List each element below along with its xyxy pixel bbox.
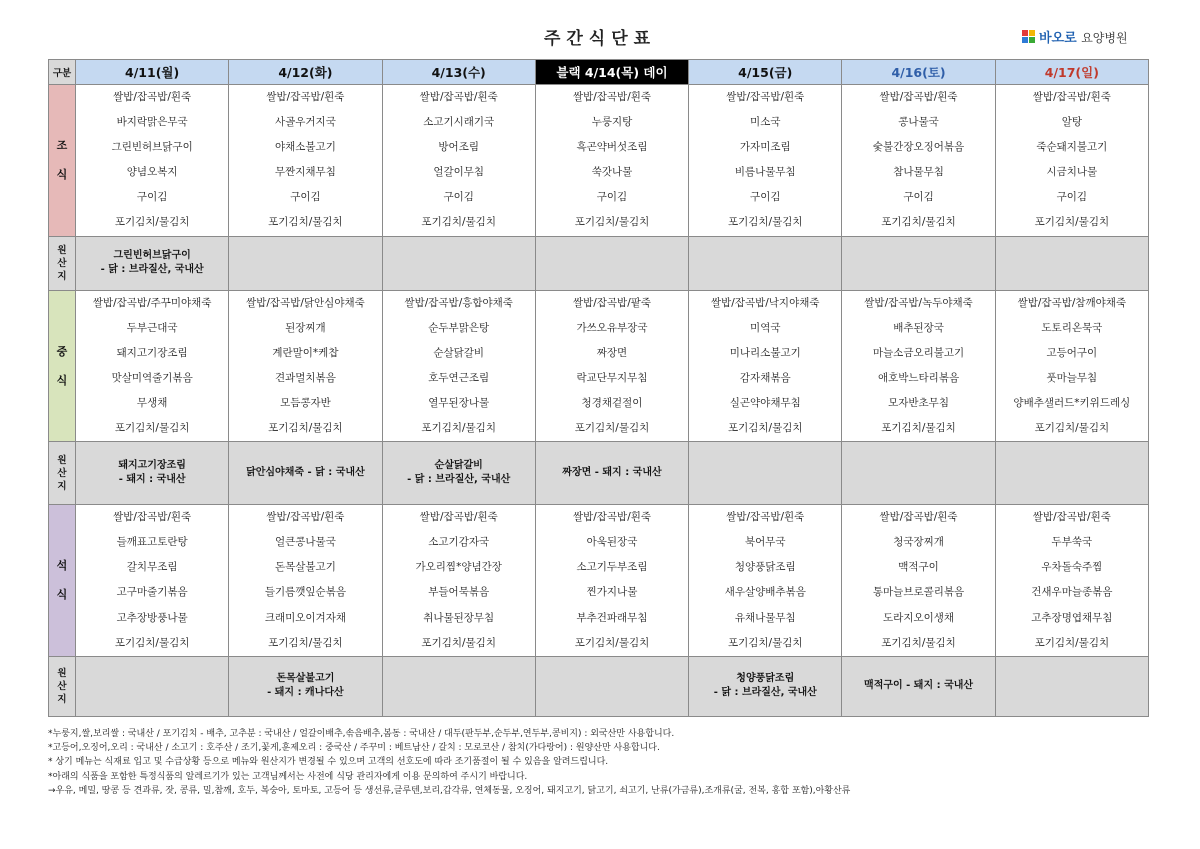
origin-cell	[76, 236, 229, 290]
meal-cell	[842, 505, 995, 657]
menu-item: 짜장면	[596, 346, 628, 359]
menu-item: 그린빈허브닭구이	[111, 141, 193, 154]
day-header: 4/15(금)	[689, 60, 842, 85]
menu-item: 포기김치/물김치	[1034, 636, 1110, 649]
menu-item: 부추건파래무침	[576, 611, 648, 624]
menu-item: 된장찌개	[285, 321, 326, 334]
origin-cell	[689, 442, 842, 505]
menu-item: 무생채	[136, 396, 168, 409]
origin-line: 순살닭갈비	[434, 460, 483, 472]
menu-item: 유채나물무침	[734, 611, 796, 624]
menu-item: 콩나물국	[898, 116, 939, 129]
menu-item: 쌀밥/잡곡밥/팥죽	[572, 296, 652, 309]
menu-item: 포기김치/물김치	[114, 422, 190, 435]
menu-item: 쌀밥/잡곡밥/주꾸미야채죽	[92, 296, 212, 309]
breakfast-origin-row	[49, 236, 1149, 290]
origin-cell	[229, 442, 382, 505]
menu-item: 구이김	[136, 191, 168, 204]
menu-item: 순살닭갈비	[433, 346, 485, 359]
menu-item: 포기김치/물김치	[727, 216, 803, 229]
menu-item: 건새우마늘종볶음	[1031, 586, 1113, 599]
day-header: 4/11(월)	[76, 60, 229, 85]
menu-item: 구이김	[443, 191, 474, 204]
origin-cell	[842, 442, 995, 505]
origin-label: 원 산 지	[49, 442, 76, 505]
origin-label: 원 산 지	[49, 656, 76, 716]
menu-item: 우차돌숙주찜	[1041, 561, 1103, 574]
menu-item: 야채소불고기	[274, 141, 336, 154]
menu-item: 구이김	[750, 191, 781, 204]
menu-item: 쌀밥/잡곡밥/녹두야채죽	[864, 296, 973, 309]
menu-item: 포기김치/물김치	[268, 422, 343, 435]
menu-item: 애호박느타리볶음	[877, 371, 960, 384]
menu-item: 북어무국	[744, 536, 786, 549]
footnote: *아래의 식품을 포함한 특정식품의 알레르기가 있는 고객님께서는 사전에 식당 관리자에게 이용 문의하여 주시기 바랍니다.	[48, 771, 528, 782]
logo-mark-icon	[1022, 30, 1036, 43]
menu-item: 쌀밥/잡곡밥/흰죽	[266, 91, 345, 103]
menu-item: 구이김	[1056, 191, 1088, 204]
menu-item: 무짠지채무침	[274, 166, 336, 179]
menu-item: 들깨표고토란탕	[116, 536, 188, 549]
meal-cell	[689, 85, 842, 237]
footnotes	[48, 727, 850, 798]
menu-item: 청국장찌개	[893, 536, 944, 549]
lunch-row	[49, 290, 1149, 442]
origin-line: 청양풍닭조림	[736, 673, 795, 685]
menu-item: 청경채겉절이	[581, 396, 643, 409]
menu-item: 포기김치/물김치	[574, 636, 650, 649]
menu-item: 포기김치/물김치	[574, 216, 650, 229]
menu-item: 시금치나물	[1046, 166, 1098, 179]
menu-item: 고추장방풍나물	[116, 611, 188, 624]
menu-item: 포기김치/물김치	[574, 422, 650, 435]
menu-item: 부들어묵볶음	[428, 586, 490, 599]
menu-item: 쌀밥/잡곡밥/흰죽	[726, 91, 805, 103]
origin-line: 닭안심야채죽 - 닭 : 국내산	[246, 467, 365, 479]
meal-cell	[76, 290, 229, 442]
origin-line: - 닭 : 브라질산, 국내산	[100, 264, 204, 276]
page-title: 주간식단표	[543, 29, 657, 49]
menu-item: 두부쑥국	[1051, 536, 1093, 549]
menu-item: 소고기시래기국	[423, 116, 495, 129]
origin-line: 돈목살불고기	[276, 673, 335, 685]
menu-item: 락교단무지무침	[576, 371, 648, 384]
menu-item: 미소국	[750, 116, 781, 129]
origin-line: - 돼지 : 캐나다산	[267, 687, 344, 699]
meal-cell	[229, 505, 382, 657]
origin-cell	[995, 656, 1148, 716]
menu-item: 가자미조림	[739, 141, 791, 154]
menu-item: 포기김치/물김치	[114, 636, 190, 649]
menu-item: 쌀밥/잡곡밥/흰죽	[266, 511, 345, 524]
menu-item: 포기김치/물김치	[1034, 216, 1110, 229]
menu-item: 쌀밥/잡곡밥/흰죽	[572, 511, 652, 524]
meal-cell	[995, 85, 1148, 237]
weekly-menu-table	[48, 59, 1149, 717]
menu-item: 얼갈이무침	[433, 166, 485, 179]
menu-item: 포기김치/물김치	[727, 422, 803, 435]
origin-cell	[535, 442, 688, 505]
meal-cell	[995, 505, 1148, 657]
menu-item: 양념오복지	[126, 166, 178, 179]
menu-item: 쌀밥/잡곡밥/참깨야채죽	[1017, 296, 1127, 309]
menu-item: 포기김치/물김치	[268, 636, 343, 649]
footnote: * 상기 메뉴는 식재료 입고 및 수급상황 등으로 메뉴와 원산지가 변경될 수 있으며 고객의 선호도에 따라 조기품절이 될 수 있음을 알려드립니다.	[48, 757, 609, 768]
origin-cell	[995, 236, 1148, 290]
menu-item: 누룽지탕	[591, 116, 633, 129]
origin-line: - 닭 : 브라질산, 국내산	[407, 474, 511, 486]
origin-line: 그린빈허브닭구이	[113, 250, 191, 262]
menu-item: 포기김치/물김치	[881, 422, 956, 435]
menu-item: 쌀밥/잡곡밥/흰죽	[726, 511, 805, 524]
menu-item: 쌀밥/잡곡밥/흰죽	[113, 91, 192, 103]
menu-item: 구이김	[596, 191, 628, 204]
logo-brand: 바오로	[1039, 31, 1077, 46]
menu-item: 포기김치/물김치	[268, 216, 343, 229]
hospital-logo	[1022, 28, 1132, 50]
origin-cell	[535, 656, 688, 716]
menu-item: 열무된장나물	[428, 396, 490, 409]
menu-item: 계란말이*케찹	[272, 346, 339, 359]
menu-item: 감자채볶음	[739, 371, 791, 384]
origin-cell	[535, 236, 688, 290]
origin-cell	[689, 656, 842, 716]
menu-item: 맛살미역줄기볶음	[111, 371, 193, 384]
menu-item: 실곤약야채무침	[729, 396, 801, 409]
menu-item: 바지락맑은무국	[116, 116, 188, 129]
menu-item: 통마늘브로콜리볶음	[872, 586, 965, 599]
menu-item: 쌀밥/잡곡밥/흰죽	[1032, 511, 1111, 524]
menu-item: 견과멸치볶음	[274, 371, 336, 384]
day-header-sunday: 4/17(일)	[995, 60, 1148, 85]
menu-item: 들기름깻잎순볶음	[264, 586, 346, 599]
menu-item: 호두연근조림	[428, 371, 490, 384]
menu-item: 포기김치/물김치	[1034, 422, 1110, 435]
logo-suffix: 요양병원	[1081, 31, 1128, 45]
dinner-origin-row	[49, 656, 1149, 716]
origin-cell	[995, 442, 1148, 505]
menu-item: 모자반초무침	[888, 396, 949, 409]
menu-item: 숯불간장오징어볶음	[872, 141, 965, 154]
menu-item: 돈목살불고기	[274, 561, 336, 574]
origin-line: 짜장면 - 돼지 : 국내산	[562, 467, 662, 479]
footnote: *누룽지,쌀,보리쌀 : 국내산 / 포기김치 - 배추, 고추분 : 국내산 / 얼갈이배추,솎음배추,봄동 : 국내산 / 대두(판두부,순두부,연두부,콩비지) : 외국산만 사용합니다.	[48, 729, 675, 739]
menu-item: 쌀밥/잡곡밥/낙지야채죽	[711, 296, 820, 309]
menu-item: 포기김치/물김치	[421, 422, 496, 435]
meal-cell	[382, 505, 535, 657]
menu-item: 포기김치/물김치	[727, 636, 803, 649]
menu-item: 고등어구이	[1046, 346, 1098, 359]
day-header-saturday: 4/16(토)	[842, 60, 995, 85]
menu-item: 참나물무침	[893, 166, 944, 179]
origin-cell	[76, 442, 229, 505]
origin-line: - 닭 : 브라질산, 국내산	[713, 687, 817, 699]
origin-cell	[842, 236, 995, 290]
origin-cell	[842, 656, 995, 716]
menu-item: 소고기두부조림	[576, 561, 648, 574]
footnote: →우유, 메밀, 땅콩 등 견과류, 잣, 콩류, 밀,참깨, 호두, 복숭아, 토마토, 고등어 등 생선류,글루텐,보리,갑각류, 연체동물, 오징어, 돼지고기, 닭고기, 쇠고기, 난류(가금류),조개류(굴, 전복, 홍합 포함),아황산류	[48, 785, 851, 796]
menu-item: 청양풍닭조림	[734, 561, 796, 574]
dinner-label: 석 식	[49, 505, 76, 657]
lunch-label: 중 식	[49, 290, 76, 442]
footnote: *고등어,오징어,오리 : 국내산 / 소고기 : 호주산 / 조기,꽃게,훈제오리 : 중국산 / 주꾸미 : 베트남산 / 갈치 : 모로코산 / 참치(가다랑어) : 원양산만 사용합니다.	[48, 743, 660, 754]
menu-item: 죽순돼지불고기	[1036, 141, 1108, 154]
day-header: 4/12(화)	[229, 60, 382, 85]
origin-cell	[229, 656, 382, 716]
menu-item: 고구마줄기볶음	[116, 586, 188, 599]
menu-item: 마늘소금오리불고기	[872, 346, 965, 359]
menu-item: 구이김	[903, 191, 934, 204]
menu-item: 아욱된장국	[586, 536, 638, 549]
menu-item: 얼큰콩나물국	[274, 536, 336, 549]
menu-item: 미역국	[750, 321, 781, 334]
meal-cell	[535, 85, 688, 237]
menu-item: 찐가지나물	[586, 586, 638, 599]
breakfast-label: 조 식	[49, 85, 76, 237]
menu-item: 쌀밥/잡곡밥/흥합야채죽	[404, 296, 513, 309]
menu-item: 미나리소불고기	[729, 346, 801, 359]
origin-cell	[689, 236, 842, 290]
day-header: 4/13(수)	[382, 60, 535, 85]
menu-item: 포기김치/물김치	[881, 636, 956, 649]
origin-cell	[382, 656, 535, 716]
meal-cell	[995, 290, 1148, 442]
origin-cell	[382, 236, 535, 290]
origin-cell	[76, 656, 229, 716]
dinner-row	[49, 505, 1149, 657]
menu-item: 쌀밥/잡곡밥/흰죽	[1032, 91, 1111, 103]
menu-item: 고추장명엽채무침	[1031, 611, 1113, 624]
breakfast-row	[49, 85, 1149, 237]
lunch-origin-row	[49, 442, 1149, 505]
menu-item: 배추된장국	[893, 321, 944, 334]
menu-item: 알탕	[1061, 116, 1082, 129]
meal-cell	[689, 290, 842, 442]
menu-item: 취나물된장무침	[423, 611, 495, 624]
menu-item: 쌀밥/잡곡밥/흰죽	[419, 91, 498, 103]
menu-item: 쌀밥/잡곡밥/흰죽	[419, 511, 498, 524]
origin-cell	[229, 236, 382, 290]
menu-item: 포기김치/물김치	[421, 216, 496, 229]
menu-item: 포기김치/물김치	[881, 216, 956, 229]
menu-item: 갈치무조림	[126, 561, 178, 574]
menu-item: 풋마늘무침	[1046, 371, 1098, 384]
origin-line: 돼지고기장조림	[118, 460, 186, 472]
menu-item: 두부근대국	[126, 321, 178, 334]
menu-item: 비름나물무침	[734, 166, 796, 179]
menu-item: 방어조림	[438, 141, 479, 154]
menu-item: 포기김치/물김치	[114, 216, 190, 229]
meal-cell	[842, 290, 995, 442]
origin-line: - 돼지 : 국내산	[118, 474, 186, 486]
menu-item: 돼지고기장조림	[116, 346, 188, 359]
menu-item: 쌀밥/잡곡밥/흰죽	[879, 511, 958, 524]
menu-item: 소고기감자국	[428, 536, 490, 549]
menu-item: 새우살양배추볶음	[724, 586, 806, 599]
menu-item: 쌀밥/잡곡밥/흰죽	[113, 511, 192, 524]
menu-item: 순두부맑은탕	[428, 321, 490, 334]
header-row	[49, 60, 1149, 85]
meal-cell	[382, 290, 535, 442]
meal-cell	[76, 505, 229, 657]
menu-item: 도토리온묵국	[1041, 321, 1103, 334]
meal-cell	[689, 505, 842, 657]
meal-cell	[229, 290, 382, 442]
origin-cell	[382, 442, 535, 505]
menu-item: 쌀밥/잡곡밥/흰죽	[572, 91, 652, 103]
menu-item: 구이김	[290, 191, 321, 204]
origin-line: 맥적구이 - 돼지 : 국내산	[864, 680, 974, 692]
menu-item: 도라지오이생채	[883, 611, 955, 624]
menu-item: 가쓰오유부장국	[576, 321, 648, 334]
menu-item: 모듬콩자반	[280, 396, 331, 409]
menu-item: 쌀밥/잡곡밥/흰죽	[879, 91, 958, 103]
menu-item: 사골우거지국	[274, 116, 336, 129]
menu-item: 가오리찜*양념간장	[415, 561, 502, 574]
menu-item: 맥적구이	[898, 561, 939, 574]
menu-item: 흑곤약버섯조림	[576, 141, 648, 154]
meal-cell	[229, 85, 382, 237]
menu-item: 포기김치/물김치	[421, 636, 496, 649]
menu-item: 양배추샐러드*키위드레싱	[1013, 396, 1131, 409]
menu-item: 쌀밥/잡곡밥/닭안심야채죽	[246, 296, 365, 309]
meal-cell	[382, 85, 535, 237]
meal-cell	[535, 290, 688, 442]
meal-cell	[535, 505, 688, 657]
menu-item: 쑥갓나물	[591, 166, 633, 179]
origin-label: 원 산 지	[49, 236, 76, 290]
meal-cell	[842, 85, 995, 237]
menu-item: 크래미오이겨자채	[264, 611, 346, 624]
meal-cell	[76, 85, 229, 237]
corner-cell: 구분	[49, 60, 76, 85]
day-header-black-day: 블랙 4/14(목) 데이	[535, 60, 688, 85]
